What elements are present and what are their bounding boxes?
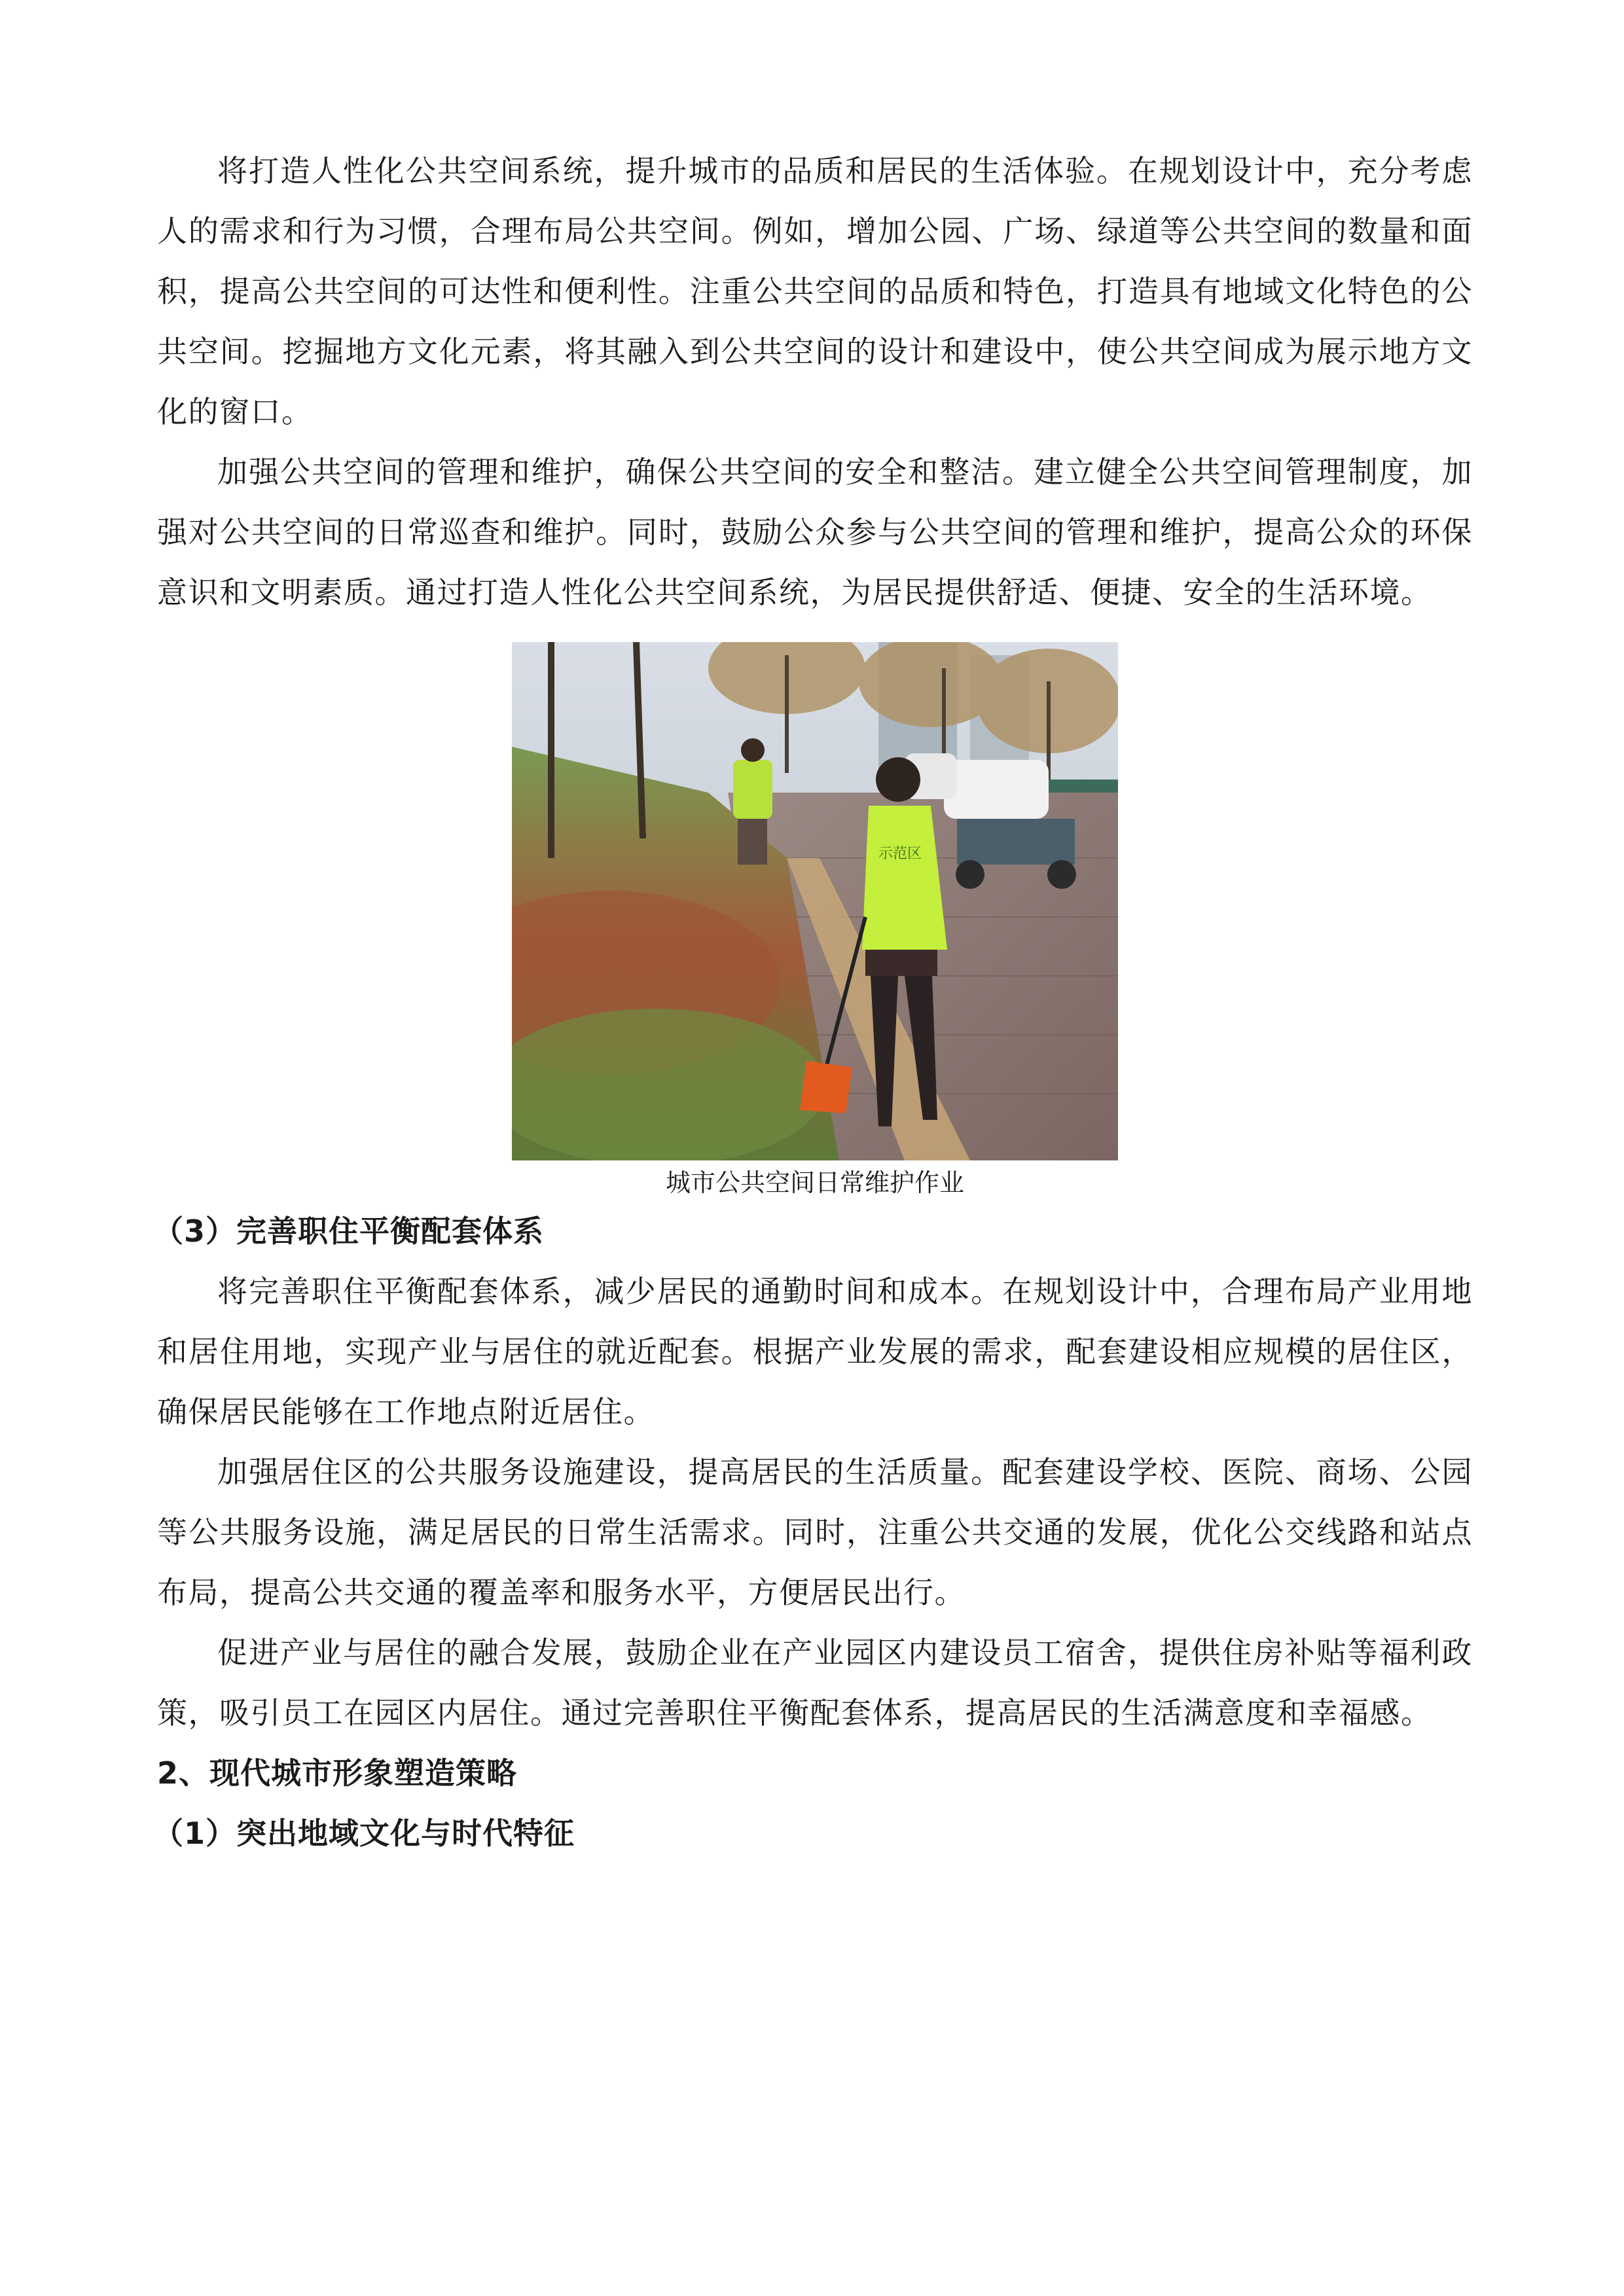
subsection-heading: （1）突出地域文化与时代特征 xyxy=(153,1816,575,1851)
body-paragraph: 将打造人性化公共空间系统，提升城市的品质和居民的生活体验。在规划设计中，充分考虑人的需求和行为习惯，合理布局公共空间。例如，增加公园、广场、绿道等公共空间的数量和面积，提高公共空间的可达性和便利性。注重公共空间的品质和特色，打造具有地域文化特色的公共空间。挖掘地方文化元素，将其融入到公共空间的设计和建设中，使公共空间成为展示地方文化的窗口。 xyxy=(157,153,1473,429)
figure-caption: 城市公共空间日常维护作业 xyxy=(665,1168,964,1197)
body-paragraph: 促进产业与居住的融合发展，鼓励企业在产业园区内建设员工宿舍，提供住房补贴等福利政策，吸引员工在园区内居住。通过完善职住平衡配套体系，提高居民的生活满意度和幸福感。 xyxy=(157,1635,1473,1731)
section-heading: （3）完善职住平衡配套体系 xyxy=(153,1213,545,1249)
document-page xyxy=(153,141,1473,1863)
body-paragraph: 加强居住区的公共服务设施建设，提高居民的生活质量。配套建设学校、医院、商场、公园等公共服务设施，满足居民的日常生活需求。同时，注重公共交通的发展，优化公交线路和站点布局，提高公共交通的覆盖率和服务水平，方便居民出行。 xyxy=(157,1454,1473,1610)
street-maintenance-photo xyxy=(512,642,1118,1160)
body-paragraph: 将完善职住平衡配套体系，减少居民的通勤时间和成本。在规划设计中，合理布局产业用地和居住用地，实现产业与居住的就近配套。根据产业发展的需求，配套建设相应规模的居住区，确保居民能够在工作地点附近居住。 xyxy=(157,1274,1473,1429)
body-paragraph: 加强公共空间的管理和维护，确保公共空间的安全和整洁。建立健全公共空间管理制度，加强对公共空间的日常巡查和维护。同时，鼓励公众参与公共空间的管理和维护，提高公众的环保意识和文明素质。通过打造人性化公共空间系统，为居民提供舒适、便捷、安全的生活环境。 xyxy=(157,454,1473,610)
figure xyxy=(157,642,1473,1201)
vest-text: 示范区 xyxy=(878,846,922,862)
section-heading: 2、现代城市形象塑造策略 xyxy=(157,1755,518,1791)
